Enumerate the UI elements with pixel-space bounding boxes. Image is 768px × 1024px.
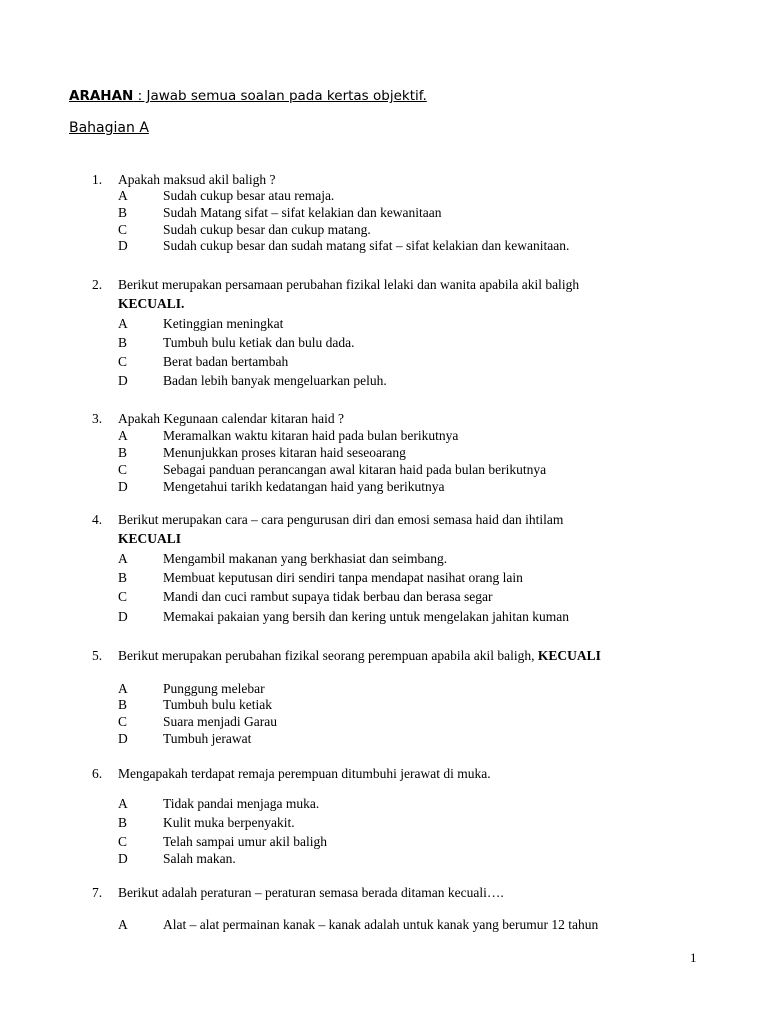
option-letter: A [118, 796, 128, 811]
question-stem-emphasis: KECUALI. [118, 296, 185, 311]
question-number: 4. [92, 512, 103, 527]
option-letter: B [118, 335, 128, 350]
option-text: Membuat keputusan diri sendiri tanpa mendapat nasihat orang lain [163, 570, 523, 585]
instructions-heading [69, 88, 427, 104]
option-text: Meramalkan waktu kitaran haid pada bulan berikutnya [163, 428, 459, 443]
option-text: Suara menjadi Garau [163, 714, 277, 729]
option-letter: A [118, 188, 128, 203]
question-number: 7. [92, 885, 103, 900]
option-letter: C [118, 834, 128, 849]
question-number: 5. [92, 648, 103, 663]
question-stem: Berikut merupakan perubahan fizikal seorang perempuan apabila akil baligh, KECUALI [118, 648, 601, 663]
option-text: Sudah cukup besar atau remaja. [163, 188, 335, 203]
option-text: Mengetahui tarikh kedatangan haid yang berikutnya [163, 479, 445, 494]
option-letter: D [118, 238, 128, 253]
question-number: 6. [92, 766, 103, 781]
option-text: Telah sampai umur akil baligh [163, 834, 328, 849]
option-text: Salah makan. [163, 851, 236, 866]
option-letter: D [118, 731, 128, 746]
option-text: Sudah cukup besar dan cukup matang. [163, 222, 371, 237]
option-letter: A [118, 316, 128, 331]
option-letter: B [118, 815, 128, 830]
option-text: Mengambil makanan yang berkhasiat dan seimbang. [163, 551, 448, 566]
instructions-label: ARAHAN [69, 88, 134, 104]
option-text: Alat – alat permainan kanak – kanak adalah untuk kanak yang berumur 12 tahun [163, 917, 599, 932]
option-text: Sudah cukup besar dan sudah matang sifat – sifat kelakian dan kewanitaan. [163, 238, 570, 253]
option-letter: B [118, 205, 128, 220]
option-text: Punggung melebar [163, 681, 265, 696]
question-number: 3. [92, 411, 103, 426]
option-text: Kulit muka berpenyakit. [163, 815, 295, 830]
question-stem-emphasis: KECUALI [118, 531, 182, 546]
option-letter: C [118, 714, 128, 729]
option-text: Sudah Matang sifat – sifat kelakian dan kewanitaan [163, 205, 442, 220]
question-number: 2. [92, 277, 103, 292]
question-stem: Berikut merupakan persamaan perubahan fizikal lelaki dan wanita apabila akil baligh [118, 277, 580, 292]
option-text: Menunjukkan proses kitaran haid seseoarang [163, 445, 406, 460]
question-stem: Berikut adalah peraturan – peraturan semasa berada ditaman kecuali…. [118, 885, 504, 900]
option-letter: D [118, 479, 128, 494]
option-letter: B [118, 697, 128, 712]
option-letter: D [118, 609, 128, 624]
option-letter: D [118, 373, 128, 388]
option-letter: B [118, 570, 128, 585]
question-stem-emphasis: KECUALI [537, 648, 601, 663]
option-text: Tumbuh jerawat [163, 731, 252, 746]
option-text: Badan lebih banyak mengeluarkan peluh. [163, 373, 387, 388]
option-letter: C [118, 589, 128, 604]
page-number: 1 [690, 950, 697, 965]
section-title: Bahagian A [69, 120, 149, 136]
option-text: Memakai pakaian yang bersih dan kering untuk mengelakan jahitan kuman [163, 609, 569, 624]
option-text: Sebagai panduan perancangan awal kitaran haid pada bulan berikutnya [163, 462, 547, 477]
option-text: Ketinggian meningkat [163, 316, 284, 331]
option-letter: B [118, 445, 128, 460]
question-stem: Berikut merupakan cara – cara pengurusan diri dan emosi semasa haid dan ihtilam [118, 512, 564, 527]
option-letter: C [118, 462, 128, 477]
option-text: Tumbuh bulu ketiak [163, 697, 273, 712]
option-text: Berat badan bertambah [163, 354, 289, 369]
option-text: Mandi dan cuci rambut supaya tidak berbau dan berasa segar [163, 589, 493, 604]
question-number: 1. [92, 172, 103, 187]
option-letter: C [118, 354, 128, 369]
instructions-text: : Jawab semua soalan pada kertas objektif. [133, 88, 427, 104]
option-text: Tumbuh bulu ketiak dan bulu dada. [163, 335, 355, 350]
option-letter: D [118, 851, 128, 866]
option-letter: A [118, 551, 128, 566]
option-letter: A [118, 917, 128, 932]
question-stem: Apakah maksud akil baligh ? [118, 172, 276, 187]
question-stem: Mengapakah terdapat remaja perempuan ditumbuhi jerawat di muka. [118, 766, 491, 781]
option-letter: C [118, 222, 128, 237]
option-letter: A [118, 428, 128, 443]
option-text: Tidak pandai menjaga muka. [163, 796, 320, 811]
question-stem: Apakah Kegunaan calendar kitaran haid ? [118, 411, 345, 426]
option-letter: A [118, 681, 128, 696]
